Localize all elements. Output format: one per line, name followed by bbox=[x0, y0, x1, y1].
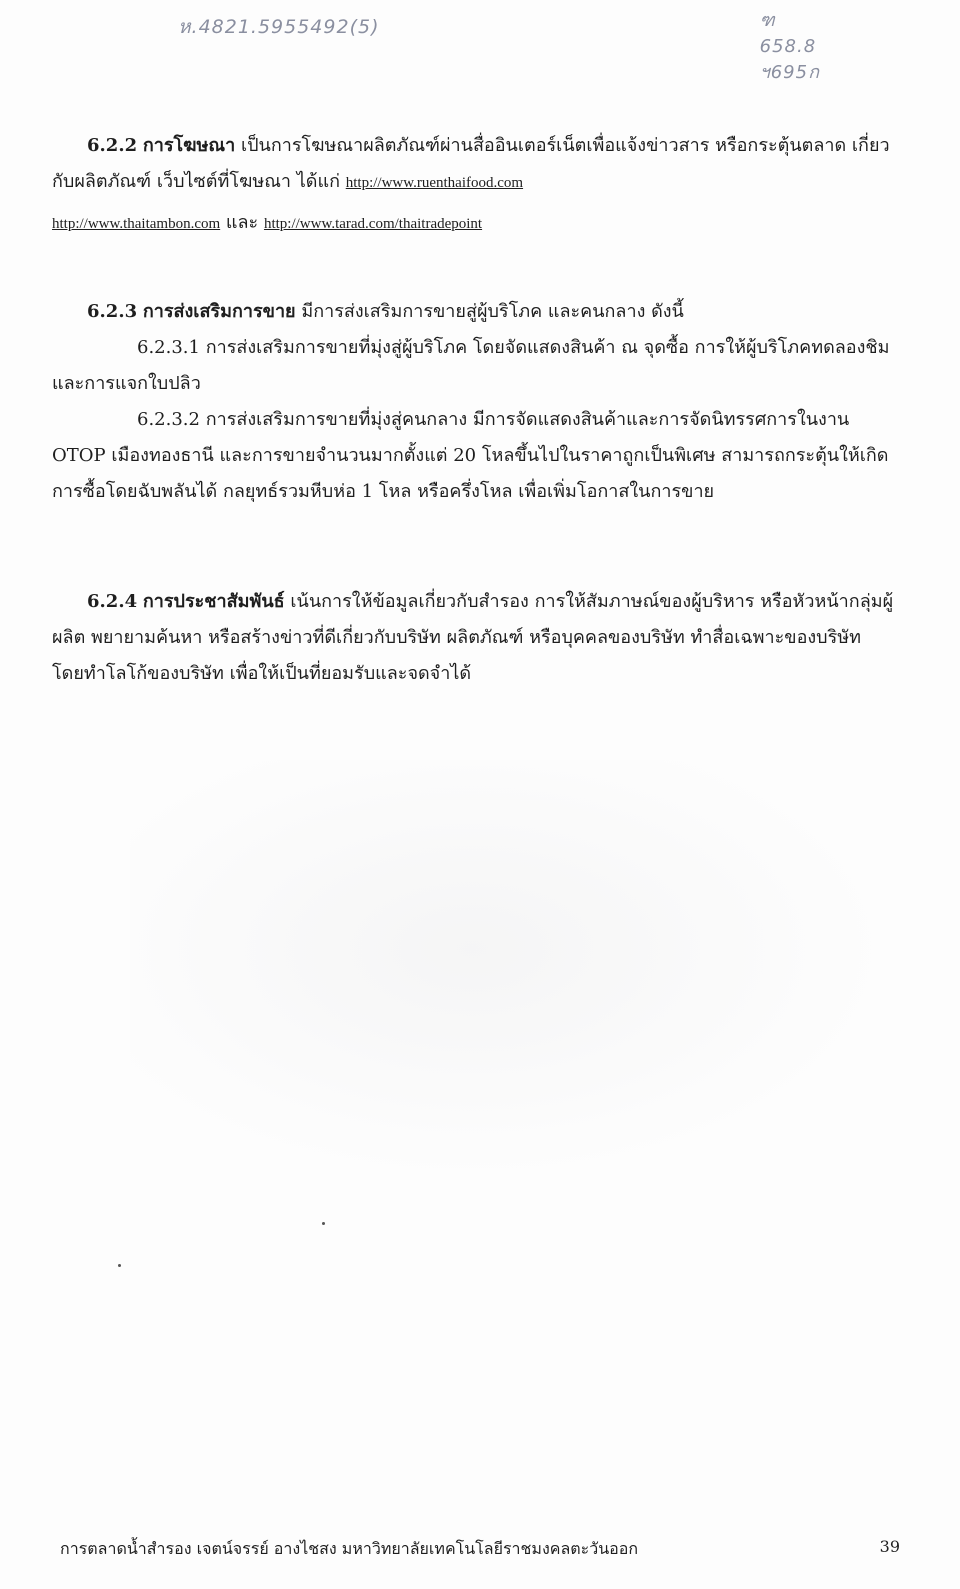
link-thaitambon[interactable]: http://www.thaitambon.com bbox=[52, 216, 221, 232]
section-6-2-2 bbox=[52, 128, 894, 242]
page-number: 39 bbox=[879, 1537, 900, 1556]
handwritten-corner-note bbox=[760, 8, 820, 86]
section-text: เป็นการโฆษณาผลิตภัณฑ์ผ่านสื่ออินเตอร์เน็ตเพื่อแจ้งข่าวสาร หรือกระตุ้นตลาด เกี่ยวกับผลิตภัณฑ์ เว็บไซต์ที่โฆษณา ได้แก่ bbox=[52, 135, 890, 192]
section-number: 6.2.3 bbox=[87, 301, 138, 322]
and-text: และ bbox=[225, 212, 259, 233]
subsection-6-2-3-2: 6.2.3.2 การส่งเสริมการขายที่มุ่งสู่คนกลาง มีการจัดแสดงสินค้าและการจัดนิทรรศการในงาน OTOP เมืองทองธานี และการขายจำนวนมากตั้งแต่ 20 โหลขึ้นไปในราคาถูกเป็นพิเศษ สามารถกระตุ้นให้เกิดการซื้อโดยฉับพลันได้ กลยุทธ์รวมหีบห่อ 1 โหล หรือครึ่งโหล เพื่อเพิ่มโอกาสในการขาย bbox=[52, 409, 889, 502]
section-6-2-4 bbox=[52, 584, 894, 692]
link-ruenthaifood[interactable]: http://www.ruenthaifood.com bbox=[345, 175, 524, 191]
section-text: เน้นการให้ข้อมูลเกี่ยวกับสำรอง การให้สัมภาษณ์ของผู้บริหาร หรือหัวหน้ากลุ่มผู้ผลิต พยายามค้นหา หรือสร้างข่าวที่ดีเกี่ยวกับบริษัท ผลิตภัณฑ์ หรือบุคคลของบริษัท ทำสื่อเฉพาะของบริษัท โดยทำโลโก้ของบริษัท เพื่อให้เป็นที่ยอมรับและจดจำได้ bbox=[52, 591, 894, 684]
section-6-2-3 bbox=[52, 294, 894, 510]
section-number: 6.2.2 bbox=[87, 135, 138, 156]
section-text: มีการส่งเสริมการขายสู่ผู้บริโภค และคนกลาง ดังนี้ bbox=[301, 301, 684, 322]
corner-note-line: ฑ bbox=[759, 10, 776, 31]
footer-text: การตลาดน้ำสำรอง เจตน์จรรย์ อางไชสง มหาวิทยาลัยเทคโนโลยีราชมงคลตะวันออก bbox=[60, 1539, 639, 1558]
stray-mark bbox=[322, 1222, 325, 1225]
stray-mark bbox=[118, 1264, 121, 1267]
section-heading: การส่งเสริมการขาย bbox=[142, 301, 296, 322]
section-number: 6.2.4 bbox=[87, 591, 138, 612]
corner-note-line: ฯ695ก bbox=[759, 62, 820, 83]
handwritten-call-number: ห.4821.5955492(5) bbox=[178, 16, 380, 38]
corner-note-line: 658.8 bbox=[759, 36, 817, 57]
link-tarad[interactable]: http://www.tarad.com/thaitradepoint bbox=[263, 216, 483, 232]
section-heading: การประชาสัมพันธ์ bbox=[142, 591, 285, 612]
section-heading: การโฆษณา bbox=[142, 135, 236, 156]
subsection-6-2-3-1: 6.2.3.1 การส่งเสริมการขายที่มุ่งสู่ผู้บริโภค โดยจัดแสดงสินค้า ณ จุดซื้อ การให้ผู้บริโภคทดลองชิม และการแจกใบปลิว bbox=[52, 337, 890, 394]
bleed-through-shadow bbox=[130, 760, 890, 1180]
page-footer bbox=[60, 1537, 900, 1562]
